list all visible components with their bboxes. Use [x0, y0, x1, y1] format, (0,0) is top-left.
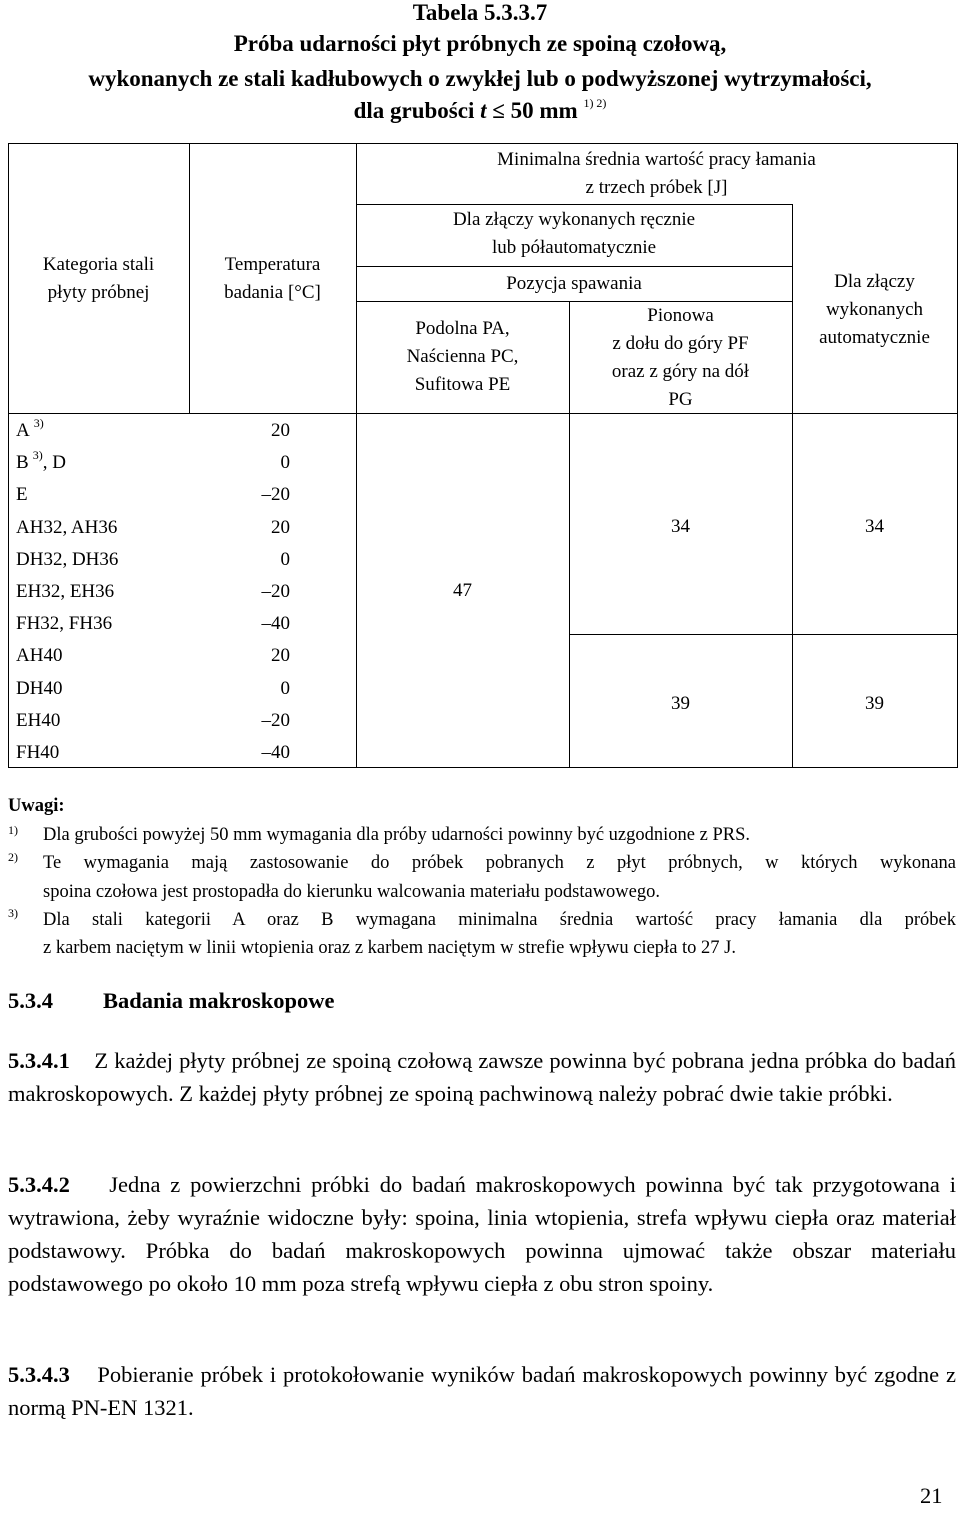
row-temperature: 20 — [271, 645, 290, 667]
note-number: 1) — [8, 823, 18, 837]
table-title-line1: Próba udarności płyt próbnych ze spoiną czołową, — [233, 31, 727, 56]
row-temperature: 0 — [280, 677, 290, 699]
header-category: Kategoria stali płyty próbnej — [42, 254, 155, 303]
vertical-value-normal: 34 — [671, 516, 690, 537]
table-number: Tabela 5.3.3.7 — [412, 0, 548, 25]
row-temperature: –40 — [261, 613, 290, 635]
paragraph-5-3-4-3: 5.3.4.3 Pobieranie próbek i protokołowanie wyników badań makroskopowych powinny być zgodne z normą PN-EN 1321. — [8, 1362, 957, 1420]
note-number: 3) — [8, 906, 18, 920]
row-category: FH32, FH36 — [16, 613, 113, 635]
note-number: 2) — [8, 850, 18, 864]
automatic-value-normal: 34 — [865, 516, 884, 537]
automatic-value-high: 39 — [865, 693, 884, 714]
table-title-line3: dla grubości t ≤ 50 mm $^{1) 2)}$ — [353, 96, 607, 123]
row-temperature: –20 — [261, 709, 290, 731]
header-min-energy: Minimalna średnia wartość pracy łamania z trzech próbek [J] — [497, 149, 816, 198]
row-temperature: 0 — [280, 548, 290, 570]
header-flat-positions: Podolna PA, Naścienna PC, Sufitowa PE — [406, 318, 519, 395]
row-category: DH40 — [16, 677, 63, 699]
row-category: AH32, AH36 — [16, 516, 118, 538]
note-text: z karbem naciętym w linii wtopienia oraz z karbem naciętym w strefie wpływu ciepła to 27 J. — [43, 938, 737, 958]
row-category: AH40 — [16, 645, 63, 667]
row-category: E — [16, 484, 28, 506]
header-manual-welding: Dla złączy wykonanych ręcznie lub półautomatycznie — [452, 209, 696, 258]
row-category: B $^{3)}$, D — [16, 448, 66, 474]
row-temperature: –20 — [261, 484, 290, 506]
vertical-value-high: 39 — [671, 693, 690, 714]
note-text: Te wymagania mają zastosowanie do próbek pobranych z płyt próbnych, w których wykonana — [43, 853, 956, 873]
notes-heading: Uwagi: — [8, 796, 65, 816]
row-temperature: 0 — [280, 452, 290, 474]
table-title-line2: wykonanych ze stali kadłubowych o zwykłej lub o podwyższonej wytrzymałości, — [88, 66, 872, 91]
header-automatic-welding: Dla złączy wykonanych automatycznie — [819, 271, 930, 348]
header-vertical-positions: Pionowa z dołu do góry PF oraz z góry na dół PG — [611, 305, 750, 410]
paragraph-5-3-4-2: 5.3.4.2 Jedna z powierzchni próbki do badań makroskopowych powinna być tak przygotowana i wytrawiona, żeby wyraźnie widoczne były: spoina, linia wtopienia, strefa wpływu ciepła oraz materiał podstawowy. Próbka do badań makroskopowych powinna ujmować także obszar materiału podstawowego po około 10 mm poza strefą wpływu ciepła z obu stron spoiny. — [8, 1172, 956, 1296]
row-category: A $^{3)}$ — [16, 416, 44, 441]
flat-position-value: 47 — [453, 580, 472, 601]
header-welding-position: Pozycja spawania — [506, 273, 642, 294]
row-category: EH40 — [16, 709, 61, 731]
row-category: DH32, DH36 — [16, 548, 119, 570]
note-text: Dla stali kategorii A oraz B wymagana minimalna średnia wartość pracy łamania dla próbek — [43, 910, 956, 930]
page-number: 21 — [920, 1483, 943, 1508]
note-text: Dla grubości powyżej 50 mm wymagania dla próby udarności powinny być uzgodnione z PRS. — [43, 825, 750, 845]
section-number: 5.3.4 — [8, 988, 53, 1013]
row-category: EH32, EH36 — [16, 581, 115, 602]
row-temperature: –40 — [261, 742, 290, 763]
section-title: Badania makroskopowe — [103, 988, 335, 1013]
row-temperature: –20 — [261, 581, 290, 602]
row-temperature: 20 — [271, 420, 290, 441]
paragraph-5-3-4-1: 5.3.4.1 Z każdej płyty próbnej ze spoiną czołową zawsze powinna być pobrana jedna próbka do badań makroskopowych. Z każdej płyty próbnej ze spoiną pachwinową należy pobrać dwie takie próbki. — [8, 1048, 957, 1106]
row-category: FH40 — [16, 742, 60, 763]
note-text: spoina czołowa jest prostopadła do kierunku walcowania materiału podstawowego. — [43, 882, 661, 902]
title-footnote-refs: 1) 2) — [583, 96, 607, 110]
row-temperature: 20 — [271, 516, 290, 538]
header-temperature: Temperatura badania [°C] — [224, 254, 321, 303]
